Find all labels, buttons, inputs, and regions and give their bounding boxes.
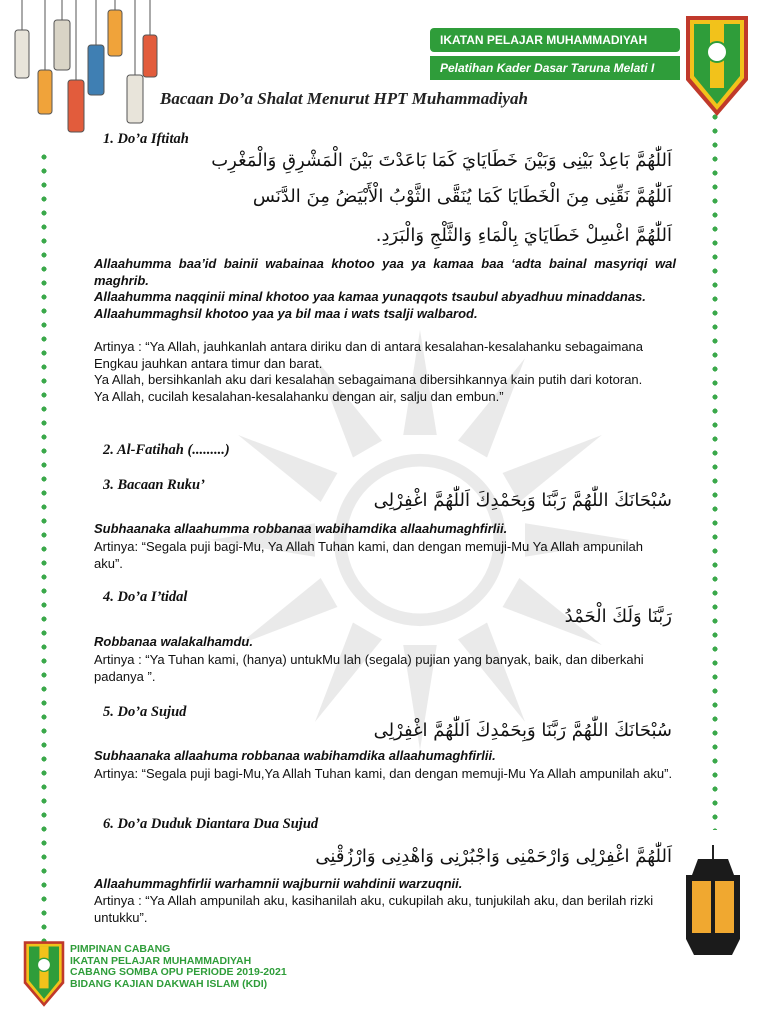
ipm-shield-logo (22, 940, 66, 1008)
footer-line: BIDANG KAJIAN DAKWAH ISLAM (KDI) (70, 977, 268, 990)
arabic-text: اَللّٰهُمَّ بَاعِدْ بَيْنِى وَبَيْنَ خَطَايَايَ كَمَا بَاعَدْتَ بَيْنَ الْمَشْرِقِ وَالْمَغْرِب (211, 150, 672, 171)
latin-text (94, 256, 676, 322)
footer-line: IKATAN PELAJAR MUHAMMADIYAH (70, 954, 252, 967)
section-heading: 6. Do’a Duduk Diantara Dua Sujud (103, 816, 319, 832)
left-dotted-border (41, 150, 47, 960)
arabic-text: اَللّٰهُمَّ اغْفِرْلِى وَارْحَمْنِى وَاجْبُرْنِى وَاهْدِنِى وَارْزُقْنِى (315, 846, 672, 867)
lamp-icon (676, 845, 750, 965)
section-heading: 3. Bacaan Ruku’ (103, 477, 205, 493)
arabic-text: سُبْحَانَكَ اللّٰهُمَّ رَبَّنَا وَبِحَمْدِكَ اَللّٰهُمَّ اغْفِرْلِى (373, 490, 672, 511)
translation-line: Ya Allah, cucilah kesalahan-kesalahanku dengan air, salju dan embun.” (94, 388, 504, 404)
translation-text: Artinya: “Segala puji bagi-Mu, Ya Allah Tuhan kami, dan dengan memuji-Mu Ya Allah ampunilah aku”. (94, 539, 643, 571)
latin-text: Robbanaa walakalhamdu. (94, 634, 253, 649)
latin-text: Subhaanaka allaahuma robbanaa wabihamdika allaahumaghfirlii. (94, 748, 496, 763)
translation-text (94, 339, 676, 405)
lantern-cluster-icon (0, 0, 170, 135)
latin-line: Allaahummaghsil khotoo yaa ya bil maa i wats tsalji walbarod. (94, 305, 478, 321)
arabic-text: رَبَّنَا وَلَكَ الْحَمْدُ (564, 606, 672, 627)
latin-text: Subhaanaka allaahumma robbanaa wabihamdika allaahumaghfirlii. (94, 521, 508, 536)
translation-line: Artinya : “Ya Allah, jauhkanlah antara diriku dan di antara kesalahan-kesalahanku sebagaimana Engkau jauhkan antara timur dan barat. (94, 339, 644, 371)
arabic-text: اَللّٰهُمَّ نَقِّنِى مِنَ الْخَطَايَا كَمَا يُنَقَّى الثَّوْبُ الْأَبْيَضُ مِنَ الدَّنَس (252, 186, 672, 207)
translation-text: Artinya: “Segala puji bagi-Mu,Ya Allah Tuhan kami, dan dengan memuji-Mu Ya Allah ampunilah aku”. (94, 766, 673, 781)
translation-text: Artinya : “Ya Allah ampunilah aku, kasihanilah aku, cukupilah aku, tunjukilah aku, dan berilah rizki untukku”. (94, 893, 654, 925)
footer-org-block (70, 944, 287, 990)
section-heading: 2. Al-Fatihah (.........) (103, 442, 230, 458)
section-heading: 4. Do’a I’tidal (103, 589, 188, 605)
ipm-shield-logo (684, 14, 750, 118)
latin-line: Allaahumma naqqinii minal khotoo yaa kamaa yunaqqots tsaubul abyadhuu minaddanas. (94, 289, 646, 304)
latin-text: Allaahummaghfirlii warhamnii wajburnii wahdinii warzuqnii. (94, 876, 463, 891)
footer-line: CABANG SOMBA OPU PERIODE 2019-2021 (70, 966, 287, 978)
latin-line: Allaahumma baa’id bainii wabainaa khotoo yaa ya kamaa baa ‘adta bainal masyriqi wal maghrib. (94, 256, 676, 288)
translation-line: Ya Allah, bersihkanlah aku dari kesalahan sebagaimana dibersihkannya kain putih dari kotoran. (94, 372, 643, 387)
page-title: Bacaan Do’a Shalat Menurut HPT Muhammadiyah (160, 89, 528, 108)
program-banner: Pelatihan Kader Dasar Taruna Melati I (430, 56, 680, 80)
footer-line: PIMPINAN CABANG (70, 943, 171, 955)
arabic-text: اَللّٰهُمَّ اغْسِلْ خَطَايَايَ بِالْمَاءِ وَالثَّلْجِ وَالْبَرَدِ. (375, 225, 672, 246)
section-heading: 1. Do’a Iftitah (103, 131, 189, 147)
org-banner: IKATAN PELAJAR MUHAMMADIYAH (430, 28, 680, 52)
arabic-text: سُبْحَانَكَ اللّٰهُمَّ رَبَّنَا وَبِحَمْدِكَ اَللّٰهُمَّ اغْفِرْلِى (373, 720, 672, 741)
right-dotted-border (712, 110, 718, 830)
translation-text: Artinya : “Ya Tuhan kami, (hanya) untukMu lah (segala) pujian yang banyak, baik, dan diberkahi padanya ”. (94, 652, 644, 684)
section-heading: 5. Do’a Sujud (103, 704, 187, 720)
